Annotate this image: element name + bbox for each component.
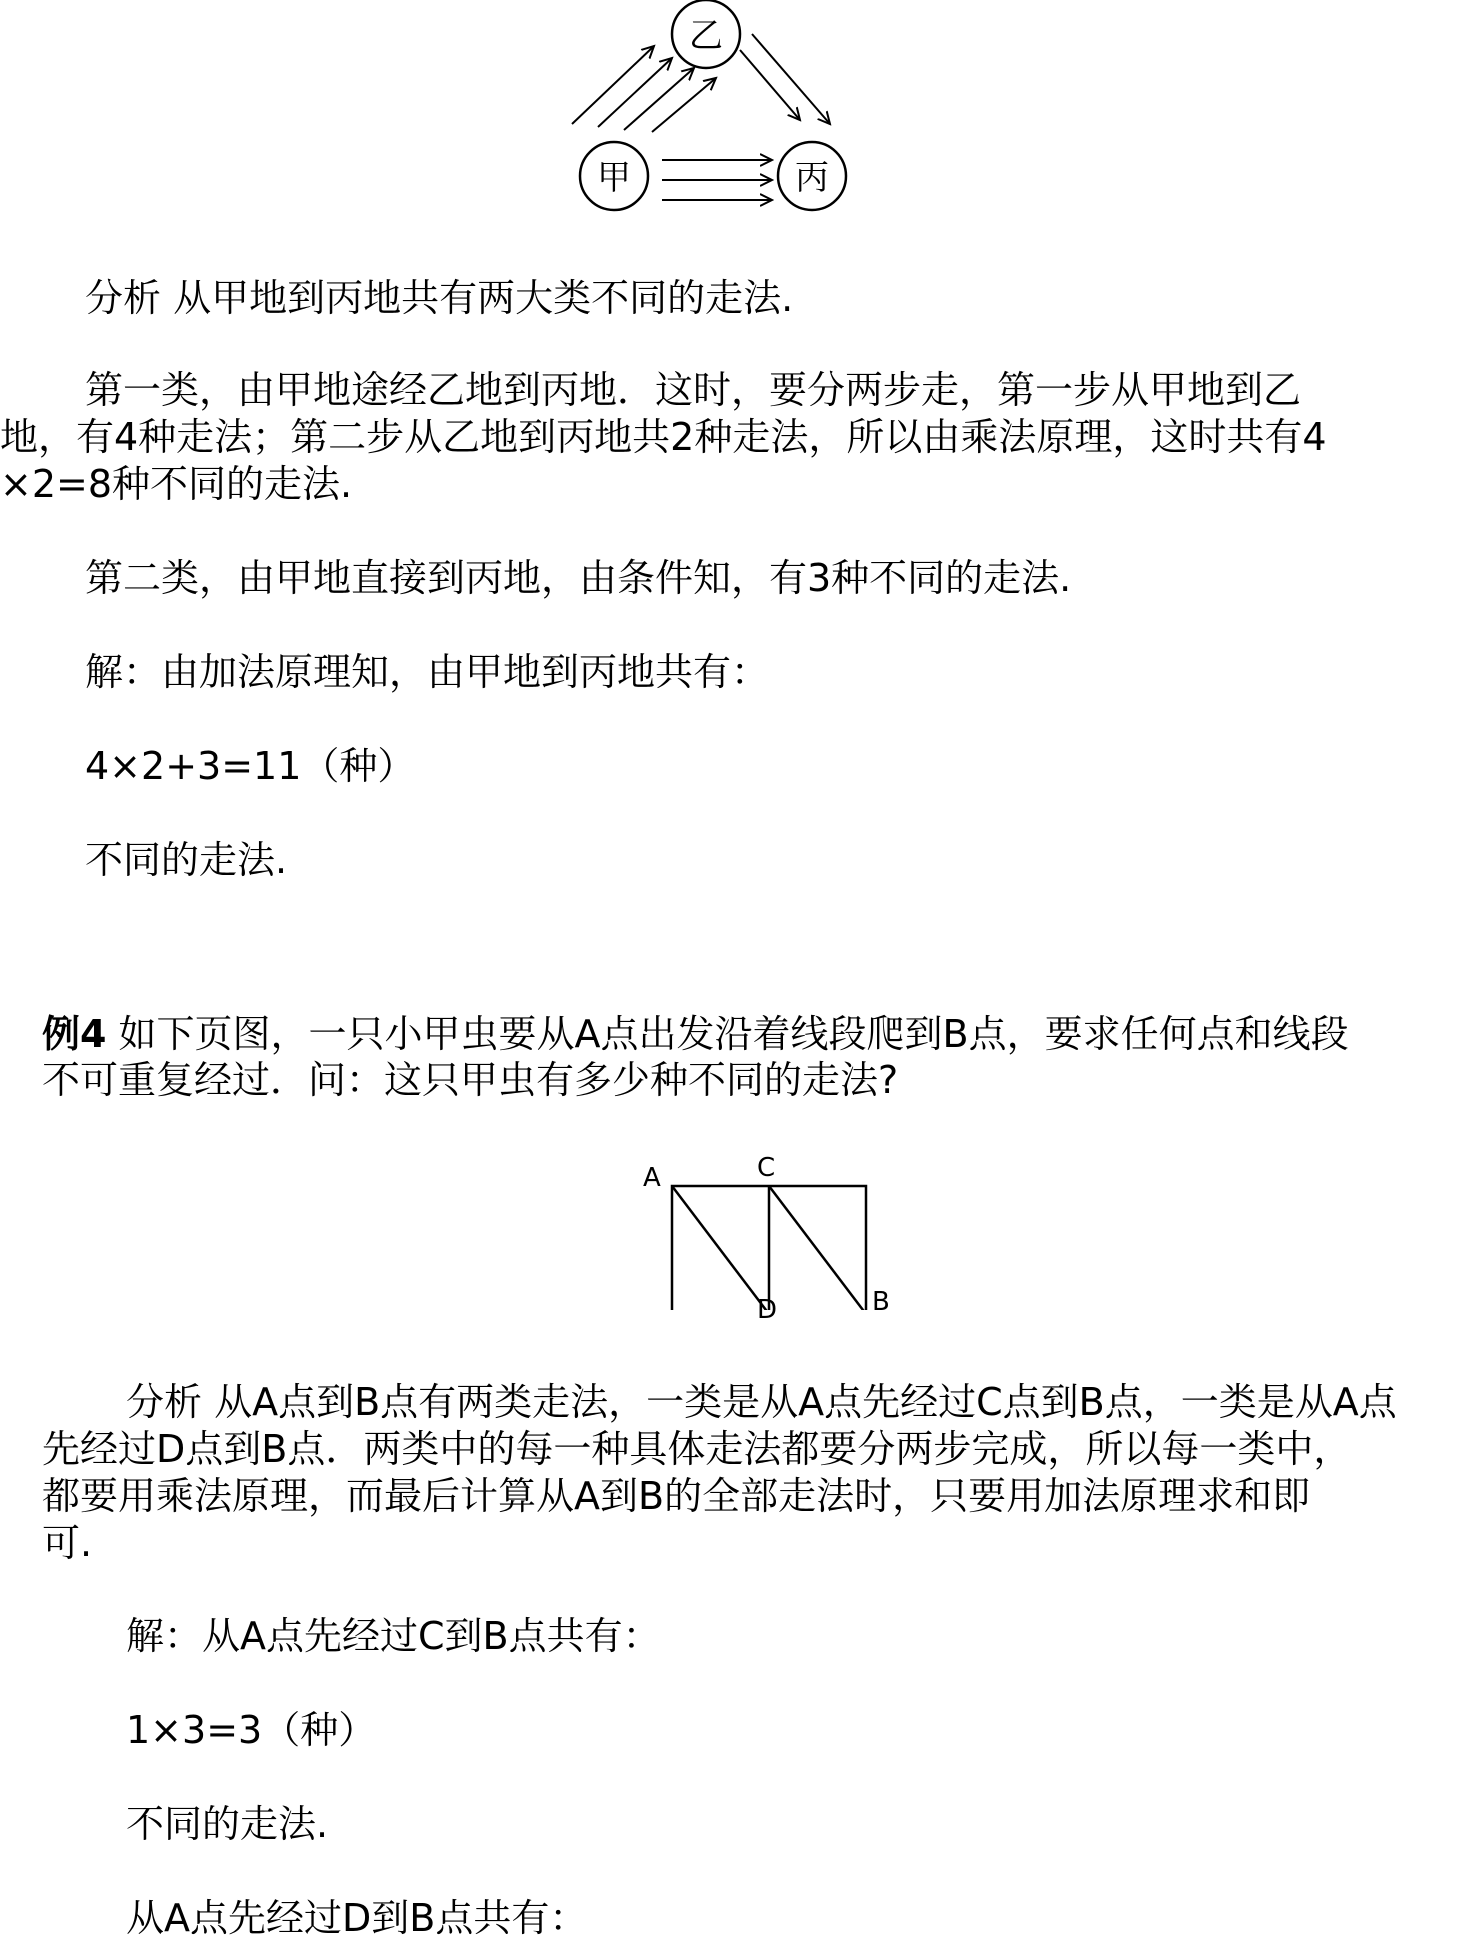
point-d-label: D <box>757 1295 778 1325</box>
formula-2: 1×3=3（种） <box>126 1708 377 1752</box>
class1-line2: 地，有4种走法；第二步从乙地到丙地共2种走法，所以由乘法原理，这时共有4 <box>0 415 1327 459</box>
formula-1: 4×2+3=11（种） <box>85 744 416 788</box>
solution-1: 解：由加法原理知，由甲地到丙地共有： <box>85 650 770 694</box>
example4-line1 <box>42 1012 1349 1056</box>
grid-diagram-bottom-labels <box>0 1270 1460 1330</box>
arrows-jia-to-bing <box>662 160 772 200</box>
arrows-jia-to-yi <box>572 46 716 132</box>
analysis-2-line1: 分析 从A点到B点有两类走法，一类是从A点先经过C点到B点，一类是从A点 <box>126 1380 1397 1424</box>
solution-2: 解：从A点先经过C到B点共有： <box>126 1614 661 1658</box>
node-bing <box>778 142 846 210</box>
node-yi <box>672 0 740 68</box>
result-1: 不同的走法. <box>85 838 288 882</box>
analysis-2-line3: 都要用乘法原理，而最后计算从A到B的全部走法时，只要用加法原理求和即 <box>42 1474 1311 1518</box>
analysis-2-line4: 可. <box>42 1521 93 1565</box>
arrows-yi-to-bing <box>740 34 830 124</box>
point-c-label: C <box>757 1153 776 1183</box>
point-a-label: A <box>643 1163 661 1193</box>
result-2: 不同的走法. <box>126 1802 329 1846</box>
node-jia-label: 甲 <box>597 158 631 198</box>
point-b-label: B <box>872 1287 890 1317</box>
example4-question-line1: 如下页图，一只小甲虫要从A点出发沿着线段爬到B点，要求任何点和线段 <box>106 1012 1349 1056</box>
analysis-1: 分析 从甲地到丙地共有两大类不同的走法. <box>85 276 794 320</box>
next-step: 从A点先经过D到B点共有： <box>126 1896 588 1940</box>
route-diagram <box>0 0 1460 260</box>
analysis-2-line2: 先经过D点到B点．两类中的每一种具体走法都要分两步完成，所以每一类中， <box>42 1427 1352 1471</box>
node-bing-label: 丙 <box>795 158 829 198</box>
example4-question-line2: 不可重复经过．问：这只甲虫有多少种不同的走法? <box>42 1058 899 1102</box>
class1-line3: ×2=8种不同的走法. <box>0 462 353 506</box>
node-jia <box>580 142 648 210</box>
node-yi-label: 乙 <box>689 16 723 56</box>
example4-label: 例4 <box>42 1012 107 1056</box>
class1-line1: 第一类，由甲地途经乙地到丙地．这时，要分两步走，第一步从甲地到乙 <box>85 368 1302 412</box>
class2: 第二类，由甲地直接到丙地，由条件知，有3种不同的走法. <box>85 556 1072 600</box>
